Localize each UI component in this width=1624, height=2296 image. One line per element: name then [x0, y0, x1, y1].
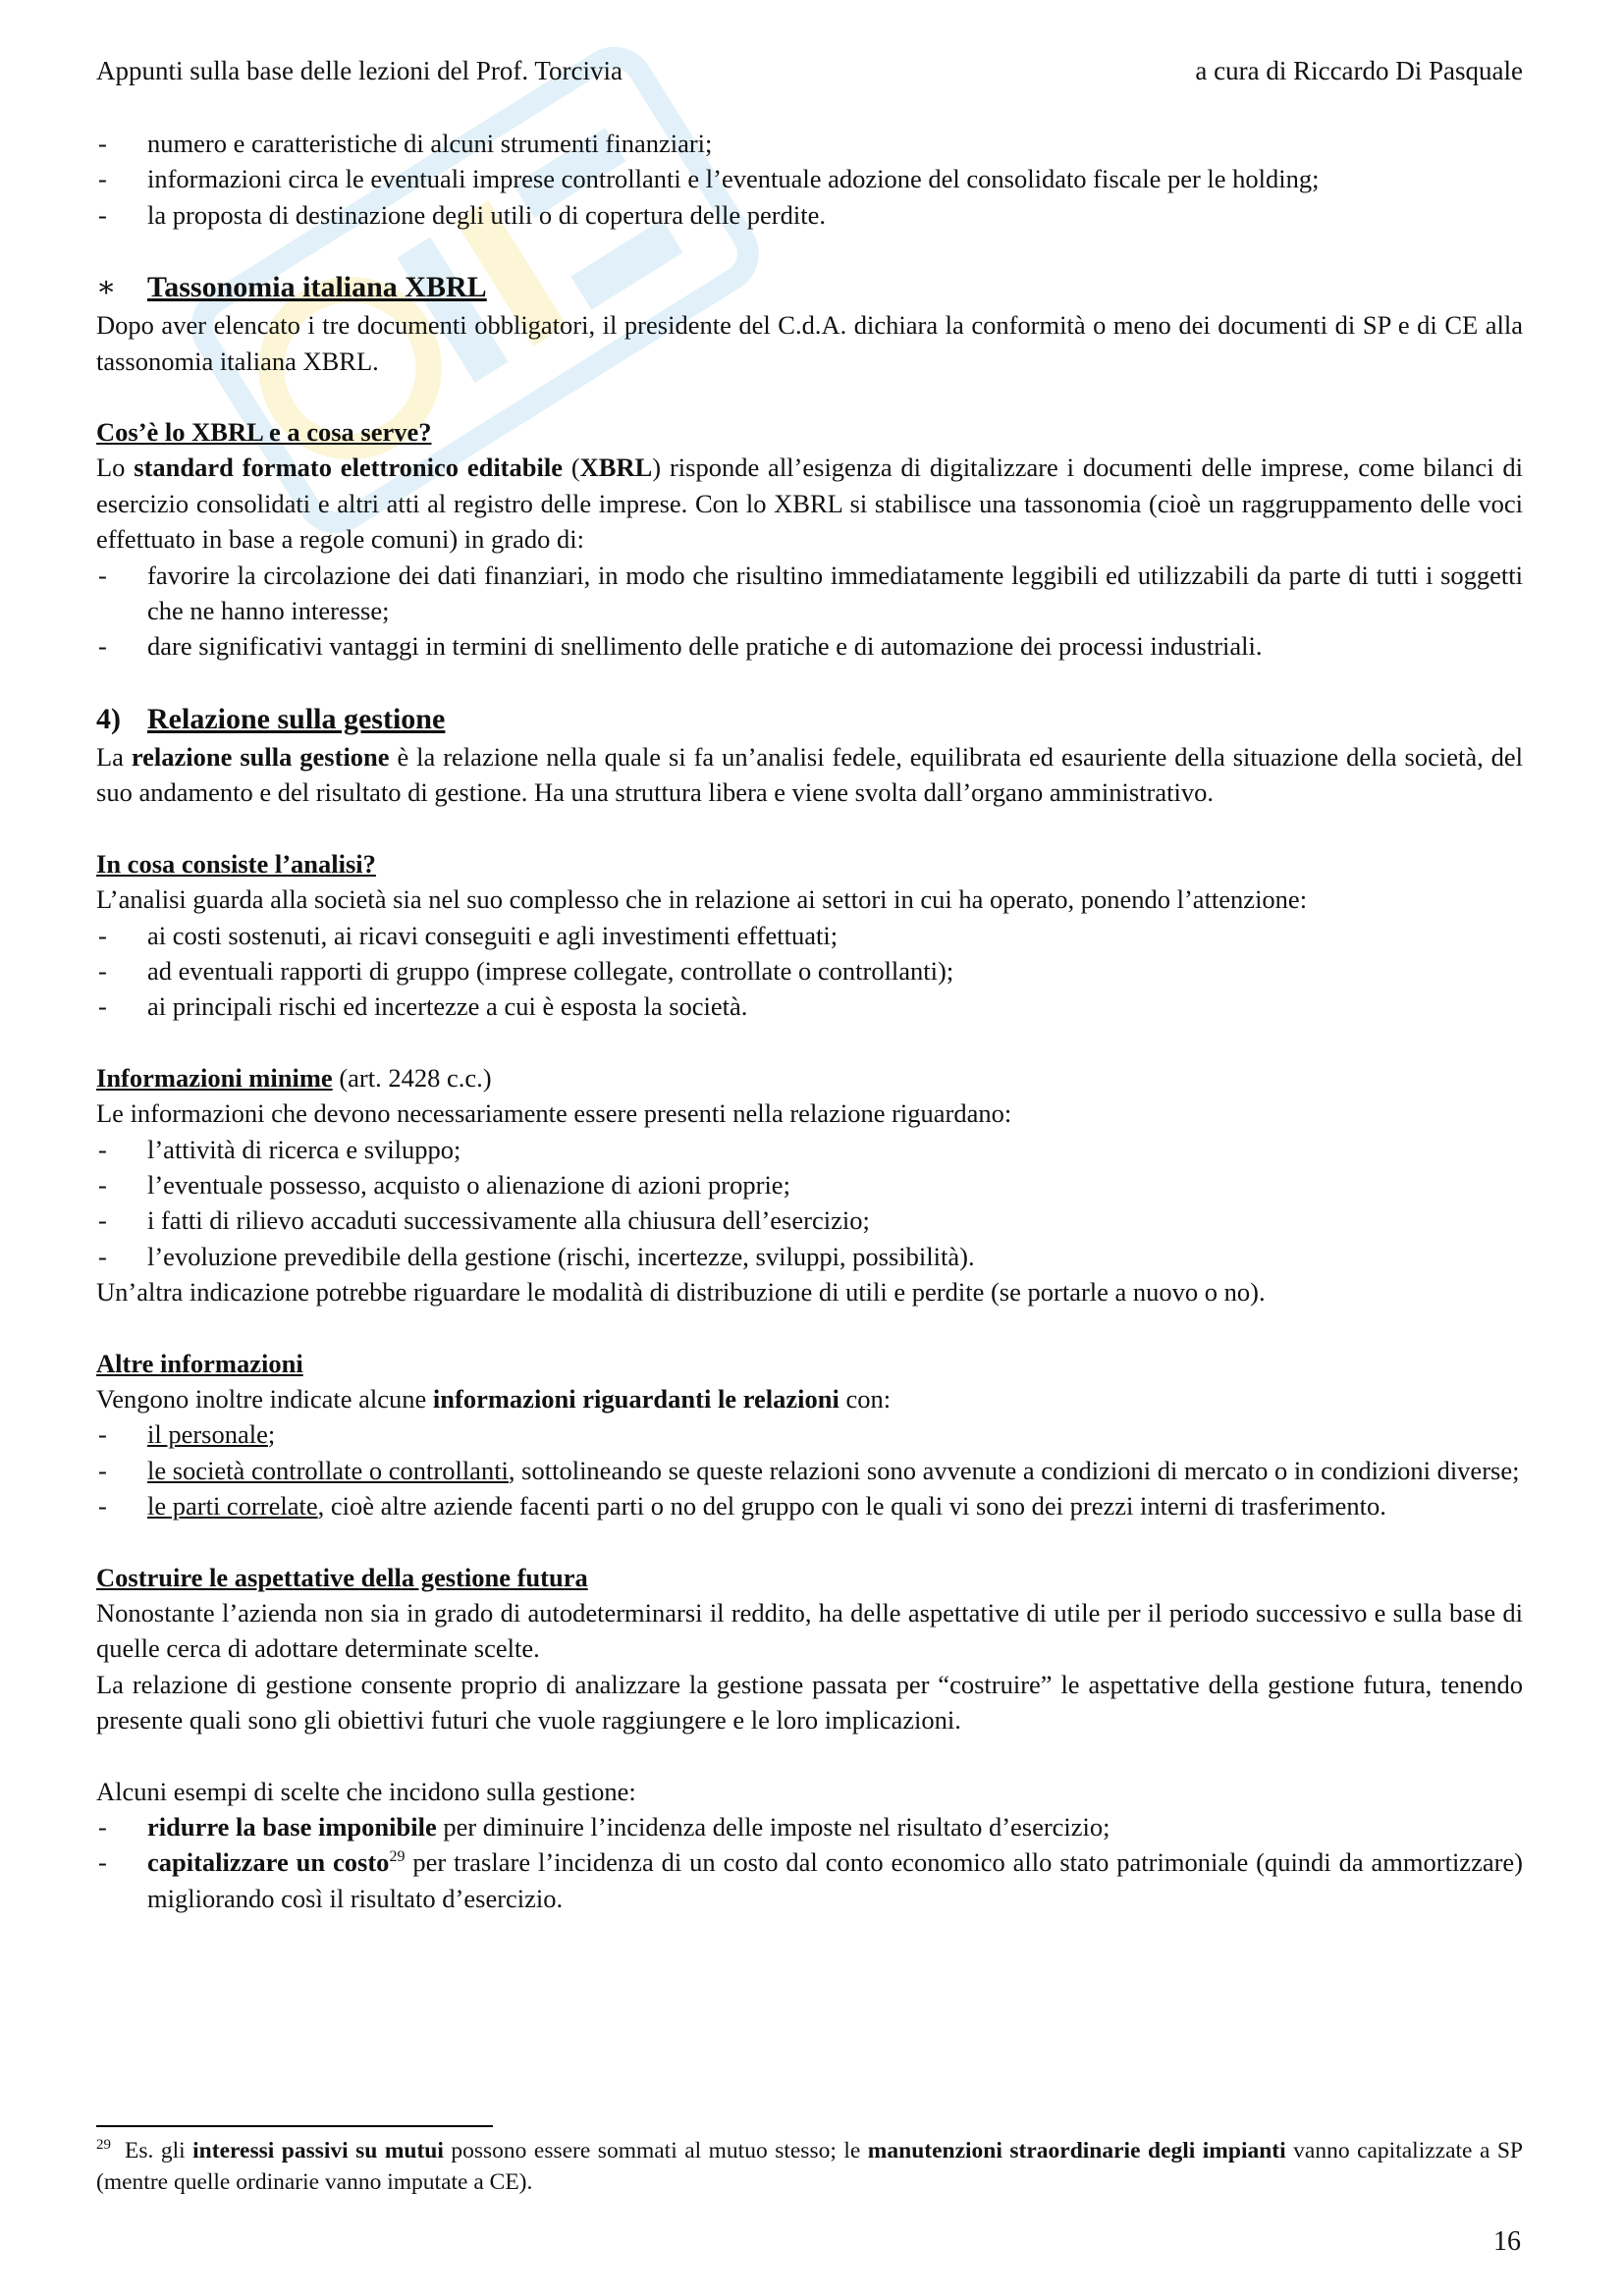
- list-item: - ai costi sostenuti, ai ricavi conseguiti e agli investimenti effettuati;: [96, 918, 1523, 953]
- footnote-number: 29: [96, 2137, 111, 2154]
- page-header: [96, 53, 1523, 88]
- esempi-list: [96, 1809, 1523, 1916]
- list-item: - le società controllate o controllanti, sottolineando se queste relazioni sono avvenute a condizioni di mercato o in condizioni diverse;: [96, 1453, 1523, 1488]
- xbrl-what-paragraph: Lo standard formato elettronico editabile (XBRL) risponde all’esigenza di digitalizzare i documenti delle imprese, come bilanci di esercizio consolidati e altri atti al registro delle imprese. Con lo XBRL si stabilisce una tassonomia (cioè un raggruppamento delle voci effettuato in base a regole comuni) in grado di:: [96, 453, 1524, 555]
- aspettative-paragraph-2: La relazione di gestione consente proprio di analizzare la gestione passata per “costruire” le aspettative della gestione futura, tenendo presente quali sono gli obiettivi futuri che vuole raggiungere e le loro implicazioni.: [96, 1669, 1523, 1735]
- minime-list: [96, 1132, 1523, 1275]
- list-item: - capitalizzare un costo$^{29}$ per traslare l’incidenza di un costo dal conto economico allo stato patrimoniale (quindi da ammortizzare) migliorando così il risultato d’esercizio.: [96, 1844, 1523, 1916]
- header-course: Appunti sulla base delle lezioni del Prof. Torcivia: [96, 56, 623, 85]
- list-item: - favorire la circolazione dei dati finanziari, in modo che risultino immediatamente leggibili ed utilizzabili da parte di tutti i soggetti che ne hanno interesse;: [96, 558, 1523, 629]
- subheading-minime: [96, 1060, 1523, 1095]
- analisi-list: [96, 918, 1523, 1025]
- section-heading-xbrl: [96, 268, 1523, 307]
- list-item: - l’evoluzione prevedibile della gestione (rischi, incertezze, sviluppi, possibilità).: [96, 1239, 1523, 1274]
- list-item: - dare significativi vantaggi in termini di snellimento delle pratiche e di automazione dei processi industriali.: [96, 628, 1523, 664]
- footnote-divider: [96, 2125, 493, 2127]
- subheading-aspettative: Costruire le aspettative della gestione futura: [96, 1562, 588, 1592]
- list-item: - l’eventuale possesso, acquisto o alienazione di azioni proprie;: [96, 1167, 1523, 1202]
- article-reference: (art. 2428 c.c.): [339, 1062, 492, 1093]
- altre-list: [96, 1416, 1523, 1523]
- section-number: 4): [96, 702, 121, 735]
- page-content: [96, 126, 1523, 1916]
- heading-text: Informazioni minime: [96, 1062, 333, 1093]
- list-item: - informazioni circa le eventuali imprese controllanti e l’eventuale adozione del consolidato fiscale per le holding;: [96, 161, 1523, 196]
- list-item: - le parti correlate, cioè altre aziende facenti parti o no del gruppo con le quali vi sono dei prezzi interni di trasferimento.: [96, 1488, 1523, 1523]
- page-number: 16: [1493, 2226, 1521, 2257]
- asterisk-bullet-icon: ∗: [96, 271, 117, 304]
- subheading-altre: Altre informazioni: [96, 1348, 303, 1378]
- footnote-ref[interactable]: 29: [389, 1848, 406, 1866]
- list-item: - ridurre la base imponibile per diminuire l’incidenza delle imposte nel risultato d’esercizio;: [96, 1809, 1523, 1844]
- subheading-xbrl-what: Cos’è lo XBRL e a cosa serve?: [96, 417, 432, 448]
- list-item: - i fatti di rilievo accaduti successivamente alla chiusura dell’esercizio;: [96, 1202, 1523, 1238]
- aspettative-paragraph-1: Nonostante l’azienda non sia in grado di autodeterminarsi il reddito, ha delle aspettative di utile per il periodo successivo e sulla base di quelle cerca di adottare determinate scelte.: [96, 1598, 1523, 1664]
- list-item: - ad eventuali rapporti di gruppo (imprese collegate, controllate o controllanti);: [96, 953, 1523, 988]
- document-page: [96, 0, 1523, 2296]
- intro-list: [96, 126, 1523, 233]
- minime-closing: Un’altra indicazione potrebbe riguardare le modalità di distribuzione di utili e perdite (se portarle a nuovo o no).: [96, 1277, 1266, 1308]
- xbrl-paragraph: Dopo aver elencato i tre documenti obbligatori, il presidente del C.d.A. dichiara la conformità o meno dei documenti di SP e di CE alla tassonomia italiana XBRL.: [96, 310, 1523, 376]
- xbrl-benefits-list: [96, 558, 1523, 665]
- altre-paragraph: Vengono inoltre indicate alcune informazioni riguardanti le relazioni con:: [96, 1383, 892, 1414]
- list-item: - numero e caratteristiche di alcuni strumenti finanziari;: [96, 126, 1523, 161]
- list-item: - la proposta di destinazione degli utili o di copertura delle perdite.: [96, 197, 1523, 233]
- minime-paragraph: Le informazioni che devono necessariamente essere presenti nella relazione riguardano:: [96, 1098, 1012, 1129]
- list-item: - l’attività di ricerca e sviluppo;: [96, 1132, 1523, 1167]
- esempi-intro: Alcuni esempi di scelte che incidono sulla gestione:: [96, 1776, 636, 1806]
- subheading-analisi: In cosa consiste l’analisi?: [96, 848, 376, 879]
- header-author: a cura di Riccardo Di Pasquale: [1195, 56, 1523, 85]
- relazione-paragraph: La relazione sulla gestione è la relazione nella quale si fa un’analisi fedele, equilibrata ed esauriente della situazione della società, del suo andamento e del risultato di gestione. Ha una struttura libera e viene svolta dall’organo amministrativo.: [96, 741, 1524, 808]
- analisi-paragraph: L’analisi guarda alla società sia nel suo complesso che in relazione ai settori in cui ha operato, ponendo l’attenzione:: [96, 884, 1308, 915]
- section-heading-relazione: [96, 700, 1523, 739]
- footnote: $^{29}$ Es. gli interessi passivi su mutui possono essere sommati al mutuo stesso; le manutenzioni straordinarie degli impianti vanno capitalizzate a SP (mentre quelle ordinarie vanno imputate a CE).: [96, 2137, 1524, 2195]
- list-item: - il personale;: [96, 1416, 1523, 1452]
- heading-text: Relazione sulla gestione: [147, 702, 446, 735]
- list-item: - ai principali rischi ed incertezze a cui è esposta la società.: [96, 988, 1523, 1024]
- heading-text: Tassonomia italiana XBRL: [147, 271, 487, 304]
